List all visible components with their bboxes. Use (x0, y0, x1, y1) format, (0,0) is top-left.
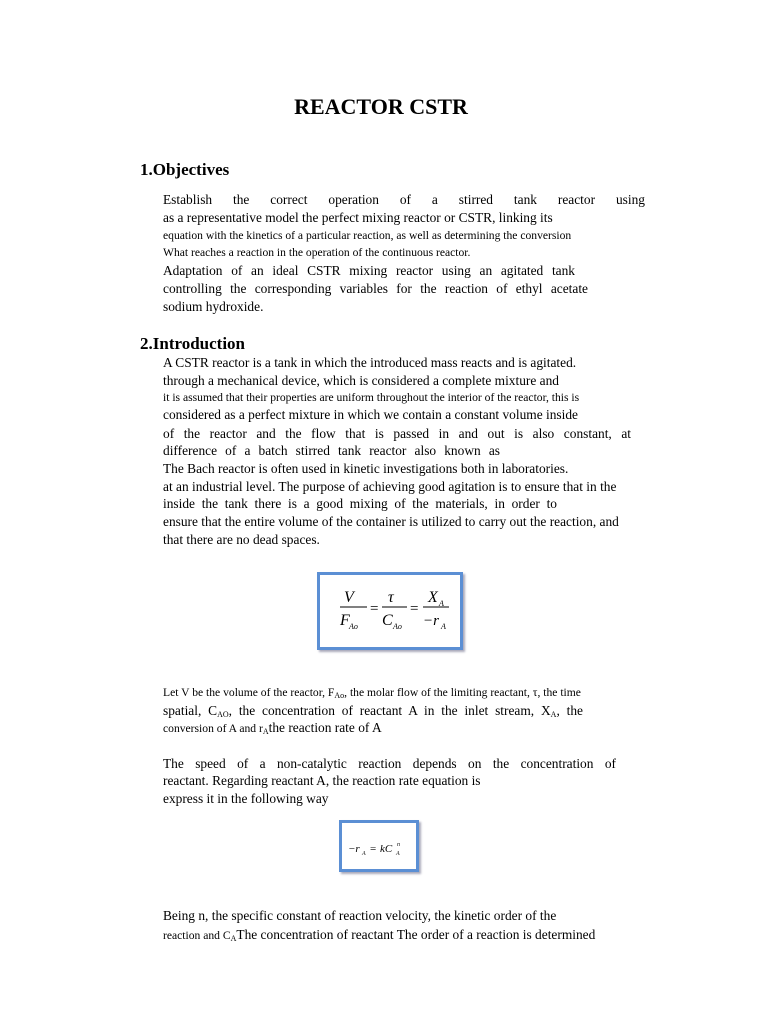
objective-2-line-1: Adaptation of an ideal CSTR mixing reactor using an agitated tank (163, 263, 575, 278)
speed-line-1: The speed of a non-catalytic reaction depends on the concentration of (163, 756, 616, 771)
objective-1-line-1: Establish the correct operation of a stirred tank reactor using (163, 192, 645, 207)
objective-1-line-4: What reaches a reaction in the operation of the continuous reactor. (163, 246, 471, 259)
section-number: 2. (140, 334, 153, 353)
subscript: A (262, 727, 269, 736)
text-run: conversion of A and r (163, 722, 263, 735)
subscript: A (550, 710, 557, 719)
intro-line-8: at an industrial level. The purpose of achieving good agitation is to ensure that in the (163, 479, 617, 494)
eq-tau: τ (388, 589, 394, 606)
speed-line-2: reactant. Regarding reactant A, the reaction rate equation is (163, 773, 481, 788)
text-run: The concentration of reactant The order of a reaction is determined (236, 927, 596, 942)
eq-equals-1: = (370, 601, 379, 617)
rate-equation-box (339, 820, 419, 872)
eq-r-sub: A (441, 622, 446, 631)
eq2-equals: = (370, 843, 377, 855)
intro-line-2: through a mechanical device, which is considered a complete mixture and (163, 373, 559, 388)
section-title: Objectives (152, 160, 230, 179)
eq-c: C (382, 612, 393, 629)
text-run: Let V be the volume of the reactor, F (163, 686, 335, 699)
intro-line-3: it is assumed that their properties are uniform throughout the interior of the reactor, this is (163, 391, 580, 404)
subscript: A (230, 934, 237, 943)
intro-line-7: The Bach reactor is often used in kinetic investigations both in laboratories. (163, 461, 569, 476)
intro-line-6: difference of a batch stirred tank reactor also known as (163, 443, 500, 458)
objective-1-line-2: as a representative model the perfect mixing reactor or CSTR, linking its (163, 210, 553, 225)
eq-equals-2: = (410, 601, 419, 617)
intro-line-4: considered as a perfect mixture in which we contain a constant volume inside (163, 407, 578, 422)
variables-line-3 (163, 720, 382, 740)
section-title: Introduction (152, 334, 246, 353)
intro-line-9: inside the tank there is a good mixing of the materials, in order to (163, 496, 557, 511)
cstr-design-equation-box (317, 572, 463, 650)
eq2-c-sub: A (396, 851, 400, 857)
text-run: , the concentration of reactant A in the inlet stream, X (228, 703, 551, 718)
eq2-lhs-sub: A (362, 851, 366, 857)
section-number: 1. (140, 160, 153, 179)
text-run: reaction and C (163, 929, 231, 942)
bullet-icon (140, 192, 149, 208)
page-title: REACTOR CSTR (294, 94, 468, 119)
speed-line-3: express it in the following way (163, 791, 329, 806)
text-run: spatial, C (163, 703, 218, 718)
eq-f: F (340, 612, 350, 629)
eq2-kc: kC (380, 843, 393, 855)
cstr-design-equation (320, 575, 460, 647)
intro-line-10: ensure that the entire volume of the container is utilized to carry out the reaction, and (163, 514, 619, 529)
eq-v: V (344, 589, 354, 606)
rate-equation (342, 823, 416, 869)
objective-1-line-3: equation with the kinetics of a particular reaction, as well as determining the conversion (163, 229, 572, 242)
text-run: , the molar flow of the limiting reactant, τ, the time (344, 686, 581, 699)
eq2-c-sup: n (397, 842, 400, 848)
text-run: , the (556, 703, 583, 718)
intro-line-1: A CSTR reactor is a tank in which the introduced mass reacts and is agitated. (163, 355, 577, 370)
subscript: AO (217, 710, 229, 719)
eq-x-sub: A (439, 599, 444, 608)
eq-c-sub: Ao (393, 622, 402, 631)
variables-line-1 (163, 685, 581, 704)
section-heading-introduction (140, 334, 245, 354)
text-run: the reaction rate of A (268, 720, 382, 735)
subscript: Ao (334, 691, 345, 700)
eq2-lhs: −r (348, 843, 360, 855)
final-line-1: Being n, the specific constant of reaction velocity, the kinetic order of the (163, 908, 557, 923)
intro-line-5: of the reactor and the flow that is passed in and out is also constant, at (163, 426, 631, 441)
eq-f-sub: Ao (349, 622, 358, 631)
section-heading-objectives (140, 160, 229, 180)
intro-line-11: that there are no dead spaces. (163, 532, 320, 547)
eq-x: X (428, 589, 438, 606)
final-line-2 (163, 927, 595, 947)
eq-minus-r: −r (423, 613, 439, 629)
objective-2-line-3: sodium hydroxide. (163, 299, 264, 314)
objective-2-line-2: controlling the corresponding variables for the reaction of ethyl acetate (163, 281, 588, 296)
bullet-icon (140, 263, 149, 279)
